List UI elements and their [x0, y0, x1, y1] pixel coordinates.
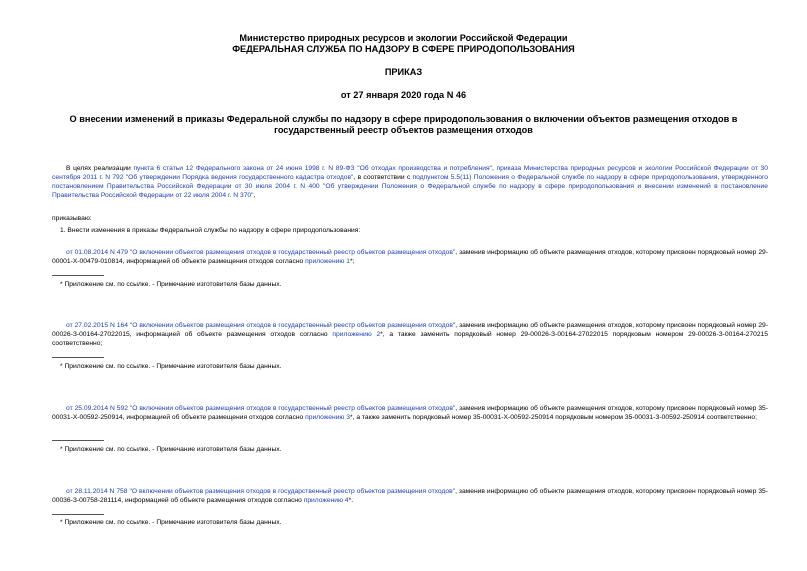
order-link-3[interactable]: от 25.09.2014 N 592 "О включении объектов размещения отходов в государственный реестр объектов размещения отходов"	[66, 405, 456, 412]
footnote-2: * Приложение см. по ссылке. - Примечание изготовителя базы данных.	[60, 363, 282, 370]
ministry-order-link[interactable]: приказа Министерства природных ресурсов и экологии Российской Федерации от 30 сентября 2011 г. N 792 "Об утверждении Порядка ведения государственного кадастра отходов"	[52, 165, 768, 181]
preamble-text-1: В целях реализации	[66, 165, 134, 172]
preamble-text-3: , в соответствии с	[353, 173, 413, 181]
preamble-paragraph	[52, 165, 768, 201]
ministry-name: Министерство природных ресурсов и экологии Российской Федерации	[239, 33, 568, 43]
order-paragraph-3	[52, 405, 768, 423]
order-paragraph-1	[52, 249, 768, 267]
order-text-1: , заменив информацию об объекте размещения отходов, которому присвоен порядковый номер 29-00001-Х-00479-010814, информацией об объекте размещения отходов согласно	[52, 249, 768, 265]
appendix-link-1[interactable]: приложению 1	[305, 257, 351, 265]
service-name: ФЕДЕРАЛЬНАЯ СЛУЖБА ПО НАДЗОРУ В СФЕРЕ ПРИРОДОПОЛЬЗОВАНИЯ	[232, 44, 575, 54]
doc-date-number: от 27 января 2020 года N 46	[340, 90, 467, 100]
footnote-divider	[52, 440, 104, 441]
order-link-2[interactable]: от 27.02.2015 N 164 "О включении объектов размещения отходов в государственный реестр объектов размещения отходов"	[66, 322, 456, 329]
order-link-1[interactable]: от 01.08.2014 N 479 "О включении объектов размещения отходов в государственный реестр объектов размещения отходов"	[66, 249, 456, 256]
order-tail-1: *;	[350, 257, 355, 265]
footnote-1: * Приложение см. по ссылке. - Примечание изготовителя базы данных.	[60, 281, 282, 288]
preamble-text-4: ,	[253, 191, 256, 199]
order-paragraph-4	[52, 488, 768, 506]
order-paragraph-2	[52, 322, 768, 349]
doc-title: О внесении изменений в приказы Федеральной службы по надзору в сфере природопользования о включении объектов размещения отходов в государственный реестр объектов размещения отходов	[69, 114, 738, 135]
order-text-3: , заменив информацию об объекте размещения отходов, которому присвоен порядковый номер 35-00031-Х-00592-250914, информацией об объекте размещения отходов согласно	[52, 405, 768, 421]
order-link-4[interactable]: от 28.11.2014 N 758 "О включении объектов размещения отходов в государственный реестр объектов размещения отходов"	[66, 488, 456, 495]
order-tail-4: *.	[348, 496, 354, 504]
footnote-divider	[52, 357, 104, 358]
footnote-divider	[52, 275, 104, 276]
appendix-link-2[interactable]: приложению 2	[332, 330, 381, 338]
footnote-3: * Приложение см. по ссылке. - Примечание изготовителя базы данных.	[60, 446, 282, 453]
appendix-link-4[interactable]: приложению 4	[303, 496, 349, 504]
regulation-link[interactable]: подпунктом 5.5(11) Положения о Федеральной службе по надзору в сфере природопользования, утвержденного постановлением Правительства Российской Федерации от 30 июля 2004 г. N 400 "Об утверждении Положения о Федеральной службе по надзору в сфере природопользования и внесении изменений в постановление Правительства Российской Федерации от 22 июля 2004 г. N 370"	[52, 173, 768, 199]
item-1: 1. Внести изменения в приказы Федеральной службы по надзору в сфере природопользования:	[60, 227, 361, 234]
preamble-text-2: ,	[492, 165, 497, 172]
footnote-4: * Приложение см. по ссылке. - Примечание изготовителя базы данных.	[60, 519, 282, 526]
order-text-2: , заменив информацию об объекте размещения отходов, которому присвоен порядковый номер 29-00026-З-00164-27022015, информацией об объекте размещения отходов согласно	[52, 322, 768, 338]
order-text-4: , заменив информацию об объекте размещения отходов, которому присвоен порядковый номер 35-00036-З-00758-281114, информацией об объекте размещения отходов согласно	[52, 488, 768, 504]
appendix-link-3[interactable]: приложению 3	[305, 413, 351, 421]
order-tail-2: *, а также заменить порядковый номер 29-00026-З-00164-27022015 порядковым номером 29-00026-З-00164-270215 соответственно;	[52, 330, 768, 347]
doc-type: ПРИКАЗ	[384, 67, 423, 77]
order-word: приказываю:	[52, 215, 92, 222]
footnote-divider	[52, 514, 104, 515]
order-tail-3: *, а также заменить порядковый номер 35-00031-Х-00592-250914 порядковым номером 35-00031-З-00592-250914 соответственно;	[350, 413, 757, 421]
law-link[interactable]: пункта 6 статьи 12 Федерального закона от 24 июня 1998 г. N 89-ФЗ "Об отходах производства и потребления"	[133, 165, 493, 172]
